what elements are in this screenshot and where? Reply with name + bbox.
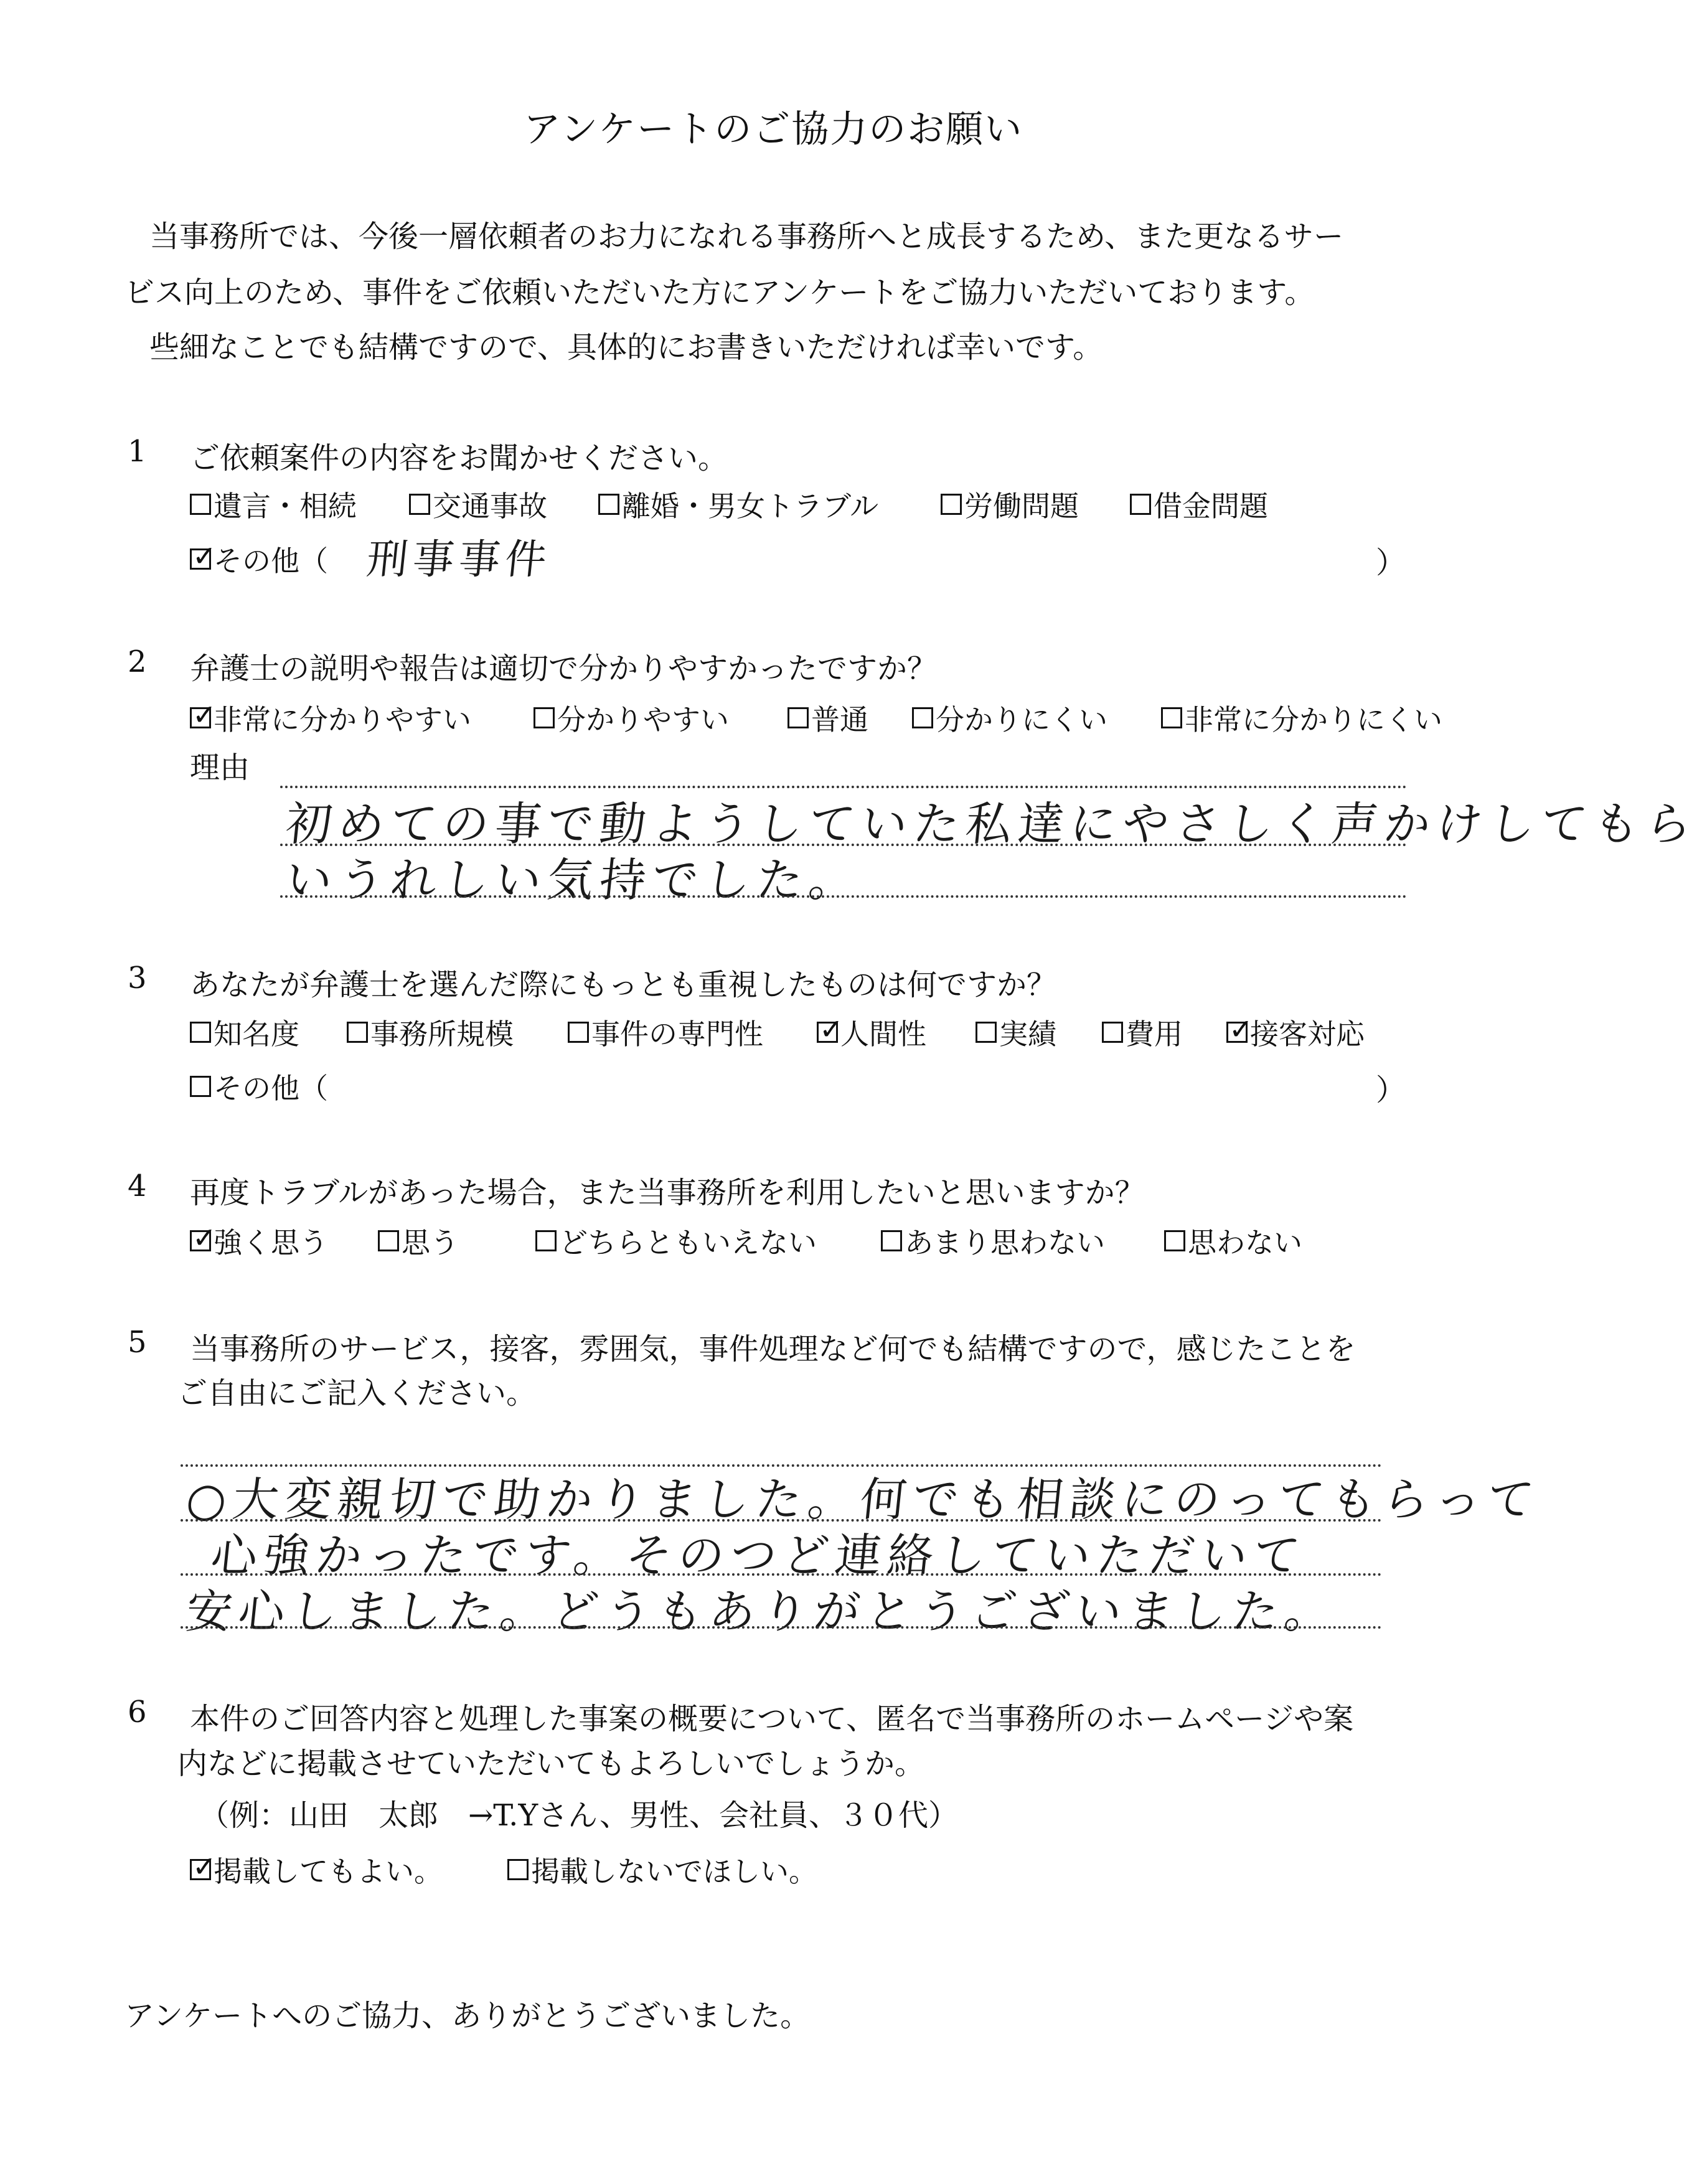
answer-rule <box>181 1626 1382 1629</box>
checkbox[interactable] <box>507 1859 529 1880</box>
q3-other-close: ） <box>1376 1073 1406 1108</box>
q3-option-label: 人間性 <box>840 1017 926 1051</box>
checkbox[interactable] <box>881 1230 902 1251</box>
q4-option[interactable] <box>881 1220 1105 1261</box>
checkbox-checked[interactable] <box>817 1012 844 1046</box>
q2-option-label: 普通 <box>811 703 868 737</box>
checkbox[interactable] <box>568 1022 589 1043</box>
q3-option-label: 事件の専門性 <box>591 1017 763 1051</box>
q2-reason-label: 理由 <box>190 750 250 785</box>
checkbox[interactable] <box>347 1022 368 1043</box>
q2-option-label: 分かりにくい <box>936 703 1107 737</box>
check-mark-icon: ✓ <box>1229 1012 1253 1046</box>
q2-option-label: 非常に分かりにくい <box>1185 703 1442 737</box>
q3-option-label: 接客対応 <box>1250 1017 1365 1051</box>
checkbox[interactable] <box>190 494 211 515</box>
q1-option[interactable] <box>941 484 1079 525</box>
q3-option[interactable] <box>817 1012 926 1053</box>
q6-example: （例：山田 太郎 →T.Yさん、男性、会社員、３０代） <box>199 1798 959 1833</box>
q3-option[interactable] <box>190 1012 299 1053</box>
intro-line-2: ビス向上のため、事件をご依頼いただいた方にアンケートをご協力いただいております。 <box>125 275 1315 310</box>
q3-option-label: 事務所規模 <box>370 1017 514 1051</box>
q1-option-label: 交通事故 <box>433 489 547 523</box>
q1-option-label: 離婚・男女トラブル <box>622 489 879 523</box>
check-mark-icon: ✓ <box>192 1221 217 1254</box>
q5-question-line-2: ご自由にご記入ください。 <box>177 1376 537 1411</box>
q6-question-line-2: 内などに掲載させていただいてもよろしいでしょうか。 <box>177 1746 925 1781</box>
q4-option-label: あまり思わない <box>905 1226 1105 1259</box>
q1-option-label: 借金問題 <box>1154 489 1268 523</box>
q3-option[interactable] <box>1226 1012 1365 1053</box>
check-mark-icon: ✓ <box>192 1850 217 1883</box>
q4-option-label: 思わない <box>1188 1226 1302 1259</box>
checkbox[interactable] <box>1161 707 1182 728</box>
q2-option[interactable] <box>788 697 868 738</box>
q5-answer-handwritten-2[interactable]: 心強かったです。そのつど連絡していただいて <box>208 1529 1309 1583</box>
q2-option[interactable] <box>190 697 471 738</box>
q4-option[interactable] <box>535 1220 817 1261</box>
checkbox[interactable] <box>1130 494 1151 515</box>
checkbox[interactable] <box>190 1022 211 1043</box>
checkbox[interactable] <box>1102 1022 1123 1043</box>
checkbox[interactable] <box>190 1076 211 1097</box>
checkbox-checked[interactable] <box>190 698 217 732</box>
q5-answer-handwritten-1[interactable]: ○大変親切で助かりました。何でも相談にのってもらって <box>183 1473 1543 1527</box>
q4-option-label: 強く思う <box>214 1226 328 1259</box>
q4-option-label: 思う <box>402 1226 459 1259</box>
q1-option[interactable] <box>598 484 878 525</box>
q3-other-label: その他（ <box>214 1071 328 1105</box>
q3-option-label: 費用 <box>1126 1017 1183 1051</box>
q1-option[interactable] <box>190 484 357 525</box>
check-mark-icon: ✓ <box>192 539 217 573</box>
q1-number: 1 <box>128 434 147 469</box>
q4-option[interactable] <box>1164 1220 1302 1261</box>
q3-option-label: 知名度 <box>214 1017 299 1051</box>
q2-number: 2 <box>128 644 147 679</box>
q4-question: 再度トラブルがあった場合，また当事務所を利用したいと思いますか？ <box>190 1175 1145 1210</box>
q6-option[interactable] <box>507 1849 817 1890</box>
checkbox-checked[interactable] <box>190 1221 217 1254</box>
checkbox[interactable] <box>598 494 619 515</box>
q3-question: あなたが弁護士を選んだ際にもっとも重視したものは何ですか？ <box>190 967 1057 1002</box>
checkbox-checked[interactable] <box>1226 1012 1253 1046</box>
checkbox[interactable] <box>534 707 555 728</box>
checkbox[interactable] <box>535 1230 557 1251</box>
q2-reason-handwritten-1[interactable]: 初めての事で動ようしていた私達にやさしく声かけしてもら <box>283 798 1701 851</box>
q3-number: 3 <box>128 961 147 996</box>
check-mark-icon: ✓ <box>819 1012 844 1046</box>
q4-option-label: どちらともいえない <box>559 1226 817 1259</box>
q6-number: 6 <box>128 1695 147 1730</box>
q2-question: 弁護士の説明や報告は適切で分かりやすかったですか？ <box>190 651 938 686</box>
q6-option-label: 掲載してもよい。 <box>214 1855 443 1888</box>
q1-option-other[interactable] <box>190 539 328 580</box>
q3-option-other[interactable] <box>190 1066 328 1107</box>
checkbox[interactable] <box>788 707 809 728</box>
q5-question-line-1: 当事務所のサービス，接客，雰囲気，事件処理など何でも結構ですので，感じたことを <box>190 1332 1356 1367</box>
q4-option[interactable] <box>378 1220 459 1261</box>
checkbox-checked[interactable] <box>190 539 217 573</box>
q6-option-label: 掲載しないでほしい。 <box>531 1855 817 1888</box>
q1-other-label: その他（ <box>214 544 328 578</box>
q5-number: 5 <box>128 1325 147 1360</box>
q3-option[interactable] <box>1102 1012 1183 1053</box>
reason-rule <box>280 895 1407 898</box>
q1-option[interactable] <box>1130 484 1268 525</box>
checkbox[interactable] <box>1164 1230 1185 1251</box>
q1-other-close: ） <box>1376 545 1406 580</box>
closing-text: アンケートへのご協力、ありがとうございました。 <box>125 1998 811 2033</box>
checkbox[interactable] <box>912 707 933 728</box>
q2-option-label: 非常に分かりやすい <box>214 703 471 737</box>
page-title: アンケートのご協力のお願い <box>523 108 1023 151</box>
checkbox[interactable] <box>976 1022 997 1043</box>
q3-option[interactable] <box>976 1012 1056 1053</box>
q2-option[interactable] <box>534 697 729 738</box>
intro-line-3: 些細なことでも結構ですので、具体的にお書きいただければ幸いです。 <box>149 330 1103 365</box>
q4-number: 4 <box>128 1169 147 1203</box>
q2-reason-handwritten-2[interactable]: いうれしい気持でした。 <box>283 854 864 907</box>
checkbox[interactable] <box>941 494 962 515</box>
q3-option[interactable] <box>568 1012 763 1053</box>
q1-option-label: 遺言・相続 <box>214 489 357 523</box>
q1-question: ご依頼案件の内容をお聞かせください。 <box>190 441 728 476</box>
check-mark-icon: ✓ <box>192 698 217 732</box>
checkbox[interactable] <box>409 494 430 515</box>
q3-option[interactable] <box>347 1012 514 1053</box>
q6-option[interactable] <box>190 1849 443 1890</box>
q1-other-handwritten[interactable]: 刑事事件 <box>364 535 554 583</box>
checkbox[interactable] <box>378 1230 399 1251</box>
q2-option-label: 分かりやすい <box>557 703 729 737</box>
q3-option-label: 実績 <box>999 1017 1056 1051</box>
q4-option[interactable] <box>190 1220 328 1261</box>
checkbox-checked[interactable] <box>190 1850 217 1883</box>
q5-answer-handwritten-3[interactable]: 安心しました。どうもありがとうございました。 <box>183 1585 1340 1639</box>
q2-option[interactable] <box>912 697 1107 738</box>
q1-option-label: 労働問題 <box>964 489 1079 523</box>
q1-option[interactable] <box>409 484 547 525</box>
q6-question-line-1: 本件のご回答内容と処理した事案の概要について、匿名で当事務所のホームページや案 <box>190 1702 1354 1736</box>
q2-option[interactable] <box>1161 697 1442 738</box>
intro-line-1: 当事務所では、今後一層依頼者のお力になれる事務所へと成長するため、また更なるサー <box>149 219 1344 254</box>
